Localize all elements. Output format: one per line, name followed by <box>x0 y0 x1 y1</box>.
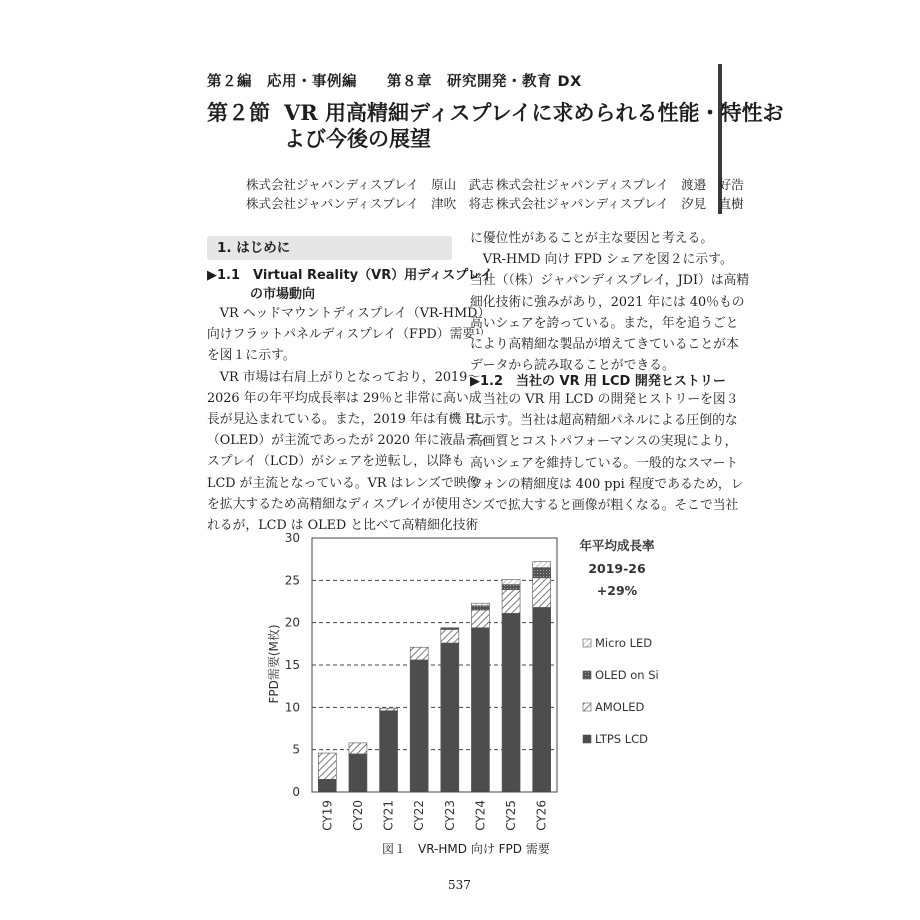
body-line: VR-HMD 向け FPD シェアを図２に示す。 <box>470 252 733 268</box>
body-line: VR 市場は右肩上がりとなっており，2019〜 <box>207 369 481 385</box>
y-tick-label: 30 <box>284 531 300 545</box>
author-name: 津吹 将志 <box>431 196 494 211</box>
y-tick-label: 5 <box>292 742 300 757</box>
bar-segment-amoled <box>410 647 428 660</box>
body-line: 長が見込まれている。また，2019 年は有機 EL <box>207 412 484 428</box>
body-line: LCD が主流となっている。VR はレンズで映像 <box>207 475 480 491</box>
running-header: 第２編 応用・事例編 第８章 研究開発・教育 DX <box>207 74 582 90</box>
bar-segment-oled-on-si <box>502 585 520 590</box>
title-line-1: VR 用高精細ディスプレイに求められる性能・特性お <box>284 100 784 125</box>
body-line: に示す。当社は超高精細パネルによる圧倒的な <box>470 413 738 429</box>
x-tick-label: CY23 <box>442 800 457 831</box>
body-line: データから読み取ることができる。 <box>470 358 675 374</box>
bar-segment-amoled <box>318 753 336 779</box>
bar-segment-amoled <box>441 629 459 643</box>
author-name: 原山 武志 <box>431 177 494 192</box>
bar-segment-micro-led <box>471 603 489 606</box>
y-axis-label: FPD需要(M枚) <box>267 624 281 704</box>
cagr-title: 年平均成長率 <box>579 538 655 553</box>
y-tick-label: 25 <box>284 573 300 588</box>
y-tick-label: 10 <box>284 700 300 715</box>
body-line: 細化技術に強みがあり，2021 年には 40％もの <box>470 294 745 310</box>
bar-segment-amoled <box>380 708 398 711</box>
author-name: 汐見 直樹 <box>681 196 744 211</box>
body-line: に優位性があることが主な要因と考える。 <box>470 231 714 246</box>
body-line: 当社の VR 用 LCD の開発ヒストリーを図３ <box>470 392 739 407</box>
y-tick-label: 0 <box>292 785 300 799</box>
bar-segment-amoled <box>502 590 520 614</box>
legend-label: AMOLED <box>595 700 645 714</box>
bar-segment-ltps-lcd <box>441 643 459 792</box>
x-tick-label: CY22 <box>412 800 427 831</box>
bar-segment-ltps-lcd <box>471 628 489 792</box>
bar-segment-ltps-lcd <box>318 779 336 792</box>
x-tick-label: CY26 <box>534 800 549 831</box>
x-tick-label: CY20 <box>350 800 365 831</box>
body-line: により高精細な製品が増えてきていることが本 <box>470 337 739 353</box>
author-affiliation: 株式会社ジャパンディスプレイ <box>245 177 419 192</box>
bar-segment-amoled <box>349 743 367 754</box>
bar-segment-micro-led <box>533 562 551 568</box>
body-line: フォンの精細度は 400 ppi 程度であるため，レ <box>470 476 744 492</box>
y-tick-label: 20 <box>284 615 300 630</box>
body-line: 当社（（株）ジャパンディスプレイ，JDI）は高精 <box>470 273 750 289</box>
x-tick-label: CY25 <box>504 800 519 831</box>
bar-segment-ltps-lcd <box>380 711 398 792</box>
author-affiliation: 株式会社ジャパンディスプレイ <box>495 196 669 211</box>
subsection-1-1-line-1: ▶1.1 Virtual Reality（VR）用ディスプレイ <box>207 268 494 283</box>
author-name: 渡邉 好浩 <box>681 177 744 192</box>
page-number: 537 <box>448 878 471 892</box>
legend-label: OLED on Si <box>595 668 659 682</box>
body-line: スプレイ（LCD）がシェアを逆転し，以降も <box>207 454 465 470</box>
section-number: 第２節 <box>207 100 270 125</box>
body-line: を図１に示す。 <box>207 348 296 364</box>
legend-swatch <box>583 671 591 679</box>
body-line: 向けフラットパネルディスプレイ（FPD）需要¹⁾ <box>207 327 484 343</box>
bar-segment-micro-led <box>502 579 520 584</box>
figure-caption: 図１ VR-HMD 向け FPD 需要 <box>382 842 550 856</box>
body-line: ンズで拡大すると画像が粗くなる。そこで当社 <box>470 498 739 514</box>
legend-swatch <box>583 703 591 711</box>
cagr-value: +29% <box>596 583 638 598</box>
subsection-1-2: ▶1.2 当社の VR 用 LCD 開発ヒストリー <box>470 374 726 389</box>
title-line-2: よび今後の展望 <box>284 126 431 151</box>
body-line: れるが，LCD は OLED と比べて高精細化技術 <box>207 518 479 534</box>
author-affiliation: 株式会社ジャパンディスプレイ <box>495 177 669 192</box>
cagr-period: 2019-26 <box>588 561 646 576</box>
section-heading: 1. はじめに <box>207 236 452 260</box>
body-line: 高画質とコストパフォーマンスの実現により， <box>470 434 738 450</box>
x-tick-label: CY19 <box>320 800 335 831</box>
legend-label: LTPS LCD <box>595 732 649 746</box>
legend-swatch <box>583 639 591 647</box>
bar-segment-ltps-lcd <box>533 607 551 792</box>
bar-segment-ltps-lcd <box>349 754 367 792</box>
x-tick-label: CY21 <box>381 800 396 831</box>
bar-segment-ltps-lcd <box>410 660 428 792</box>
body-line: 高いシェアを維持している。一般的なスマート <box>470 455 739 471</box>
author-affiliation: 株式会社ジャパンディスプレイ <box>245 196 419 211</box>
body-line: を拡大するため高精細なディスプレイが使用さ <box>207 496 474 512</box>
body-line: 高いシェアを誇っている。また，年を追うごと <box>470 315 739 331</box>
bar-segment-amoled <box>533 578 551 608</box>
x-tick-label: CY24 <box>473 800 488 831</box>
body-line: （OLED）が主流であったが 2020 年に液晶ディ <box>207 433 490 449</box>
bar-segment-ltps-lcd <box>502 613 520 792</box>
bar-segment-amoled <box>471 610 489 628</box>
body-line: 2026 年の年平均成長率は 29％と非常に高い成 <box>207 390 482 406</box>
y-tick-label: 15 <box>284 658 300 672</box>
legend-label: Micro LED <box>595 636 653 650</box>
bar-segment-oled-on-si <box>441 628 459 630</box>
bar-segment-oled-on-si <box>471 606 489 610</box>
body-line: VR ヘッドマウントディスプレイ（VR-HMD） <box>207 306 491 321</box>
subsection-1-1-line-2: の市場動向 <box>250 287 316 302</box>
bar-segment-oled-on-si <box>533 568 551 578</box>
legend-swatch <box>583 735 591 743</box>
